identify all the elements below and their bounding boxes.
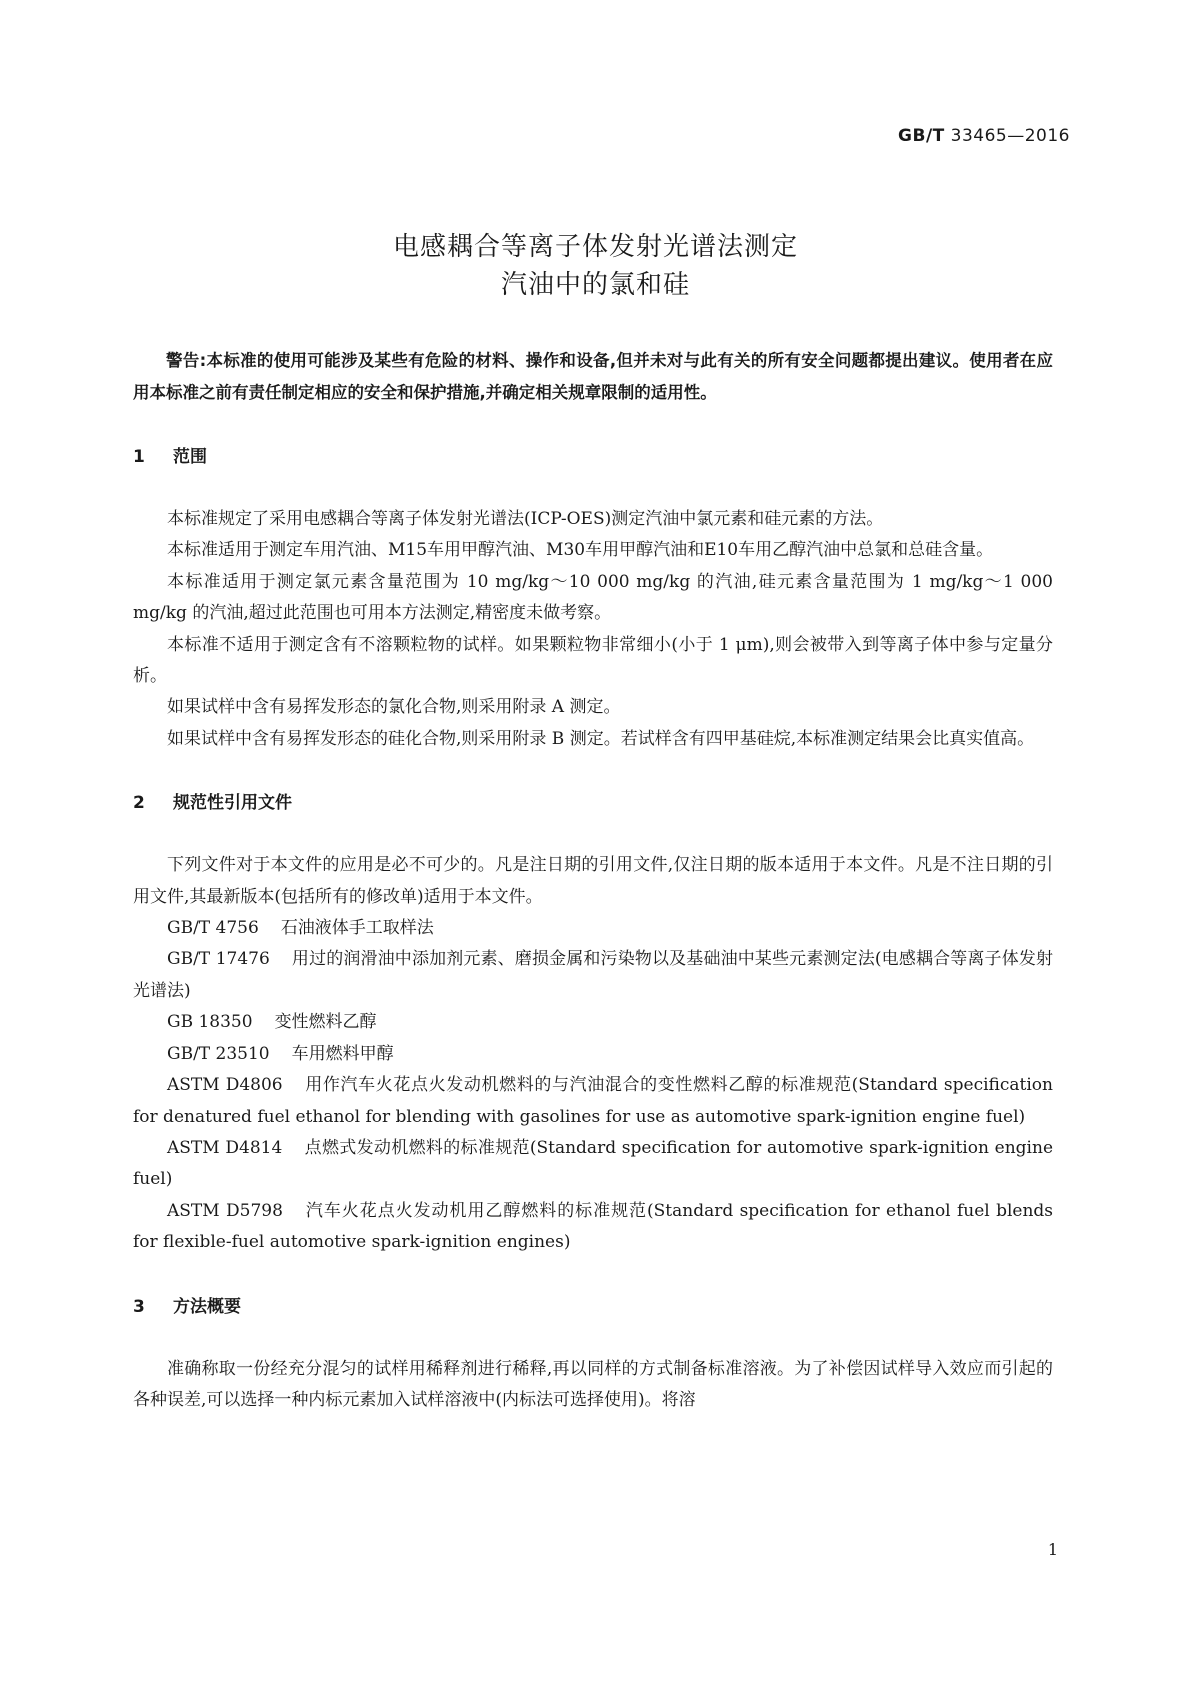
section-2-intro: 下列文件对于本文件的应用是必不可少的。凡是注日期的引用文件,仅注日期的版本适用于本文件。凡是不注日期的引用文件,其最新版本(包括所有的修改单)适用于本文件。 — [133, 855, 1053, 907]
reference-code: GB 18350 — [167, 1012, 253, 1033]
title-line-2: 汽油中的氯和硅 — [500, 270, 690, 300]
reference-code: GB/T 17476 — [167, 949, 270, 970]
section-1-heading — [133, 442, 1053, 473]
reference-code: ASTM D4806 — [167, 1075, 283, 1096]
standard-prefix: GB/T — [898, 126, 945, 146]
reference-item — [133, 913, 1053, 944]
document-body — [133, 345, 1053, 1416]
section-2-heading — [133, 788, 1053, 819]
reference-item — [133, 1070, 1053, 1133]
reference-item — [133, 1133, 1053, 1196]
reference-item — [133, 1039, 1053, 1070]
reference-code: GB/T 23510 — [167, 1043, 270, 1064]
reference-item — [133, 1196, 1053, 1259]
reference-code: ASTM D4814 — [167, 1137, 283, 1158]
section-1-paragraph: 如果试样中含有易挥发形态的氯化合物,则采用附录 A 测定。 — [167, 697, 621, 718]
reference-text: 车用燃料甲醇 — [291, 1043, 394, 1064]
safety-warning: 警告:本标准的使用可能涉及某些有危险的材料、操作和设备,但并未对与此有关的所有安全问题都提出建议。使用者在应用本标准之前有责任制定相应的安全和保护措施,并确定相关规章限制的适用性。 — [133, 351, 1053, 402]
reference-text: 用过的润滑油中添加剂元素、磨损金属和污染物以及基础油中某些元素测定法(电感耦合等离子体发射光谱法) — [133, 949, 1053, 1001]
section-1-paragraph: 本标准规定了采用电感耦合等离子体发射光谱法(ICP-OES)测定汽油中氯元素和硅元素的方法。 — [167, 509, 884, 529]
section-3-heading — [133, 1292, 1053, 1323]
reference-text: 汽车火花点火发动机用乙醇燃料的标准规范(Standard specification for ethanol fuel blends for flexible-fuel automotive spark-ignition engines) — [133, 1200, 1053, 1253]
reference-code: ASTM D5798 — [167, 1200, 283, 1221]
section-3-title: 方法概要 — [173, 1296, 241, 1317]
reference-text: 点燃式发动机燃料的标准规范(Standard specification for automotive spark-ignition engine fuel) — [133, 1137, 1053, 1190]
section-3-number: 3 — [133, 1296, 145, 1317]
page-number: 1 — [1047, 1540, 1058, 1559]
section-1-paragraph: 如果试样中含有易挥发形态的硅化合物,则采用附录 B 测定。若试样含有四甲基硅烷,本标准测定结果会比真实值高。 — [167, 728, 1035, 749]
section-1-title: 范围 — [173, 447, 207, 467]
document-title — [0, 228, 1191, 304]
reference-item — [133, 944, 1053, 1007]
reference-text: 石油液体手工取样法 — [280, 918, 434, 939]
section-1-paragraph: 本标准适用于测定车用汽油、M15车用甲醇汽油、M30车用甲醇汽油和E10车用乙醇汽油中总氯和总硅含量。 — [167, 540, 994, 561]
section-2-title: 规范性引用文件 — [173, 793, 292, 814]
section-3-paragraph: 准确称取一份经充分混匀的试样用稀释剂进行稀释,再以同样的方式制备标准溶液。为了补偿因试样导入效应而引起的各种误差,可以选择一种内标元素加入试样溶液中(内标法可选择使用)。将溶 — [133, 1358, 1053, 1410]
reference-text: 变性燃料乙醇 — [274, 1012, 377, 1033]
reference-item — [133, 1007, 1053, 1038]
reference-text: 用作汽车火花点火发动机燃料的与汽油混合的变性燃料乙醇的标准规范(Standard specification for denatured fuel ethanol for blending with gasolines for use as automotive spark-ignition engine fuel) — [133, 1075, 1053, 1127]
section-1-number: 1 — [133, 447, 145, 467]
standard-code — [898, 126, 1070, 146]
title-line-1: 电感耦合等离子体发射光谱法测定 — [392, 232, 798, 262]
standard-number: 33465—2016 — [950, 126, 1070, 146]
section-1-paragraph: 本标准适用于测定氯元素含量范围为 10 mg/kg～10 000 mg/kg 的汽油,硅元素含量范围为 1 mg/kg～1 000 mg/kg 的汽油,超过此范围也可用本方法测定,精密度未做考察。 — [133, 571, 1053, 624]
section-2-number: 2 — [133, 793, 145, 814]
section-1-paragraph: 本标准不适用于测定含有不溶颗粒物的试样。如果颗粒物非常细小(小于 1 μm),则会被带入到等离子体中参与定量分析。 — [133, 634, 1053, 687]
reference-code: GB/T 4756 — [167, 918, 259, 939]
